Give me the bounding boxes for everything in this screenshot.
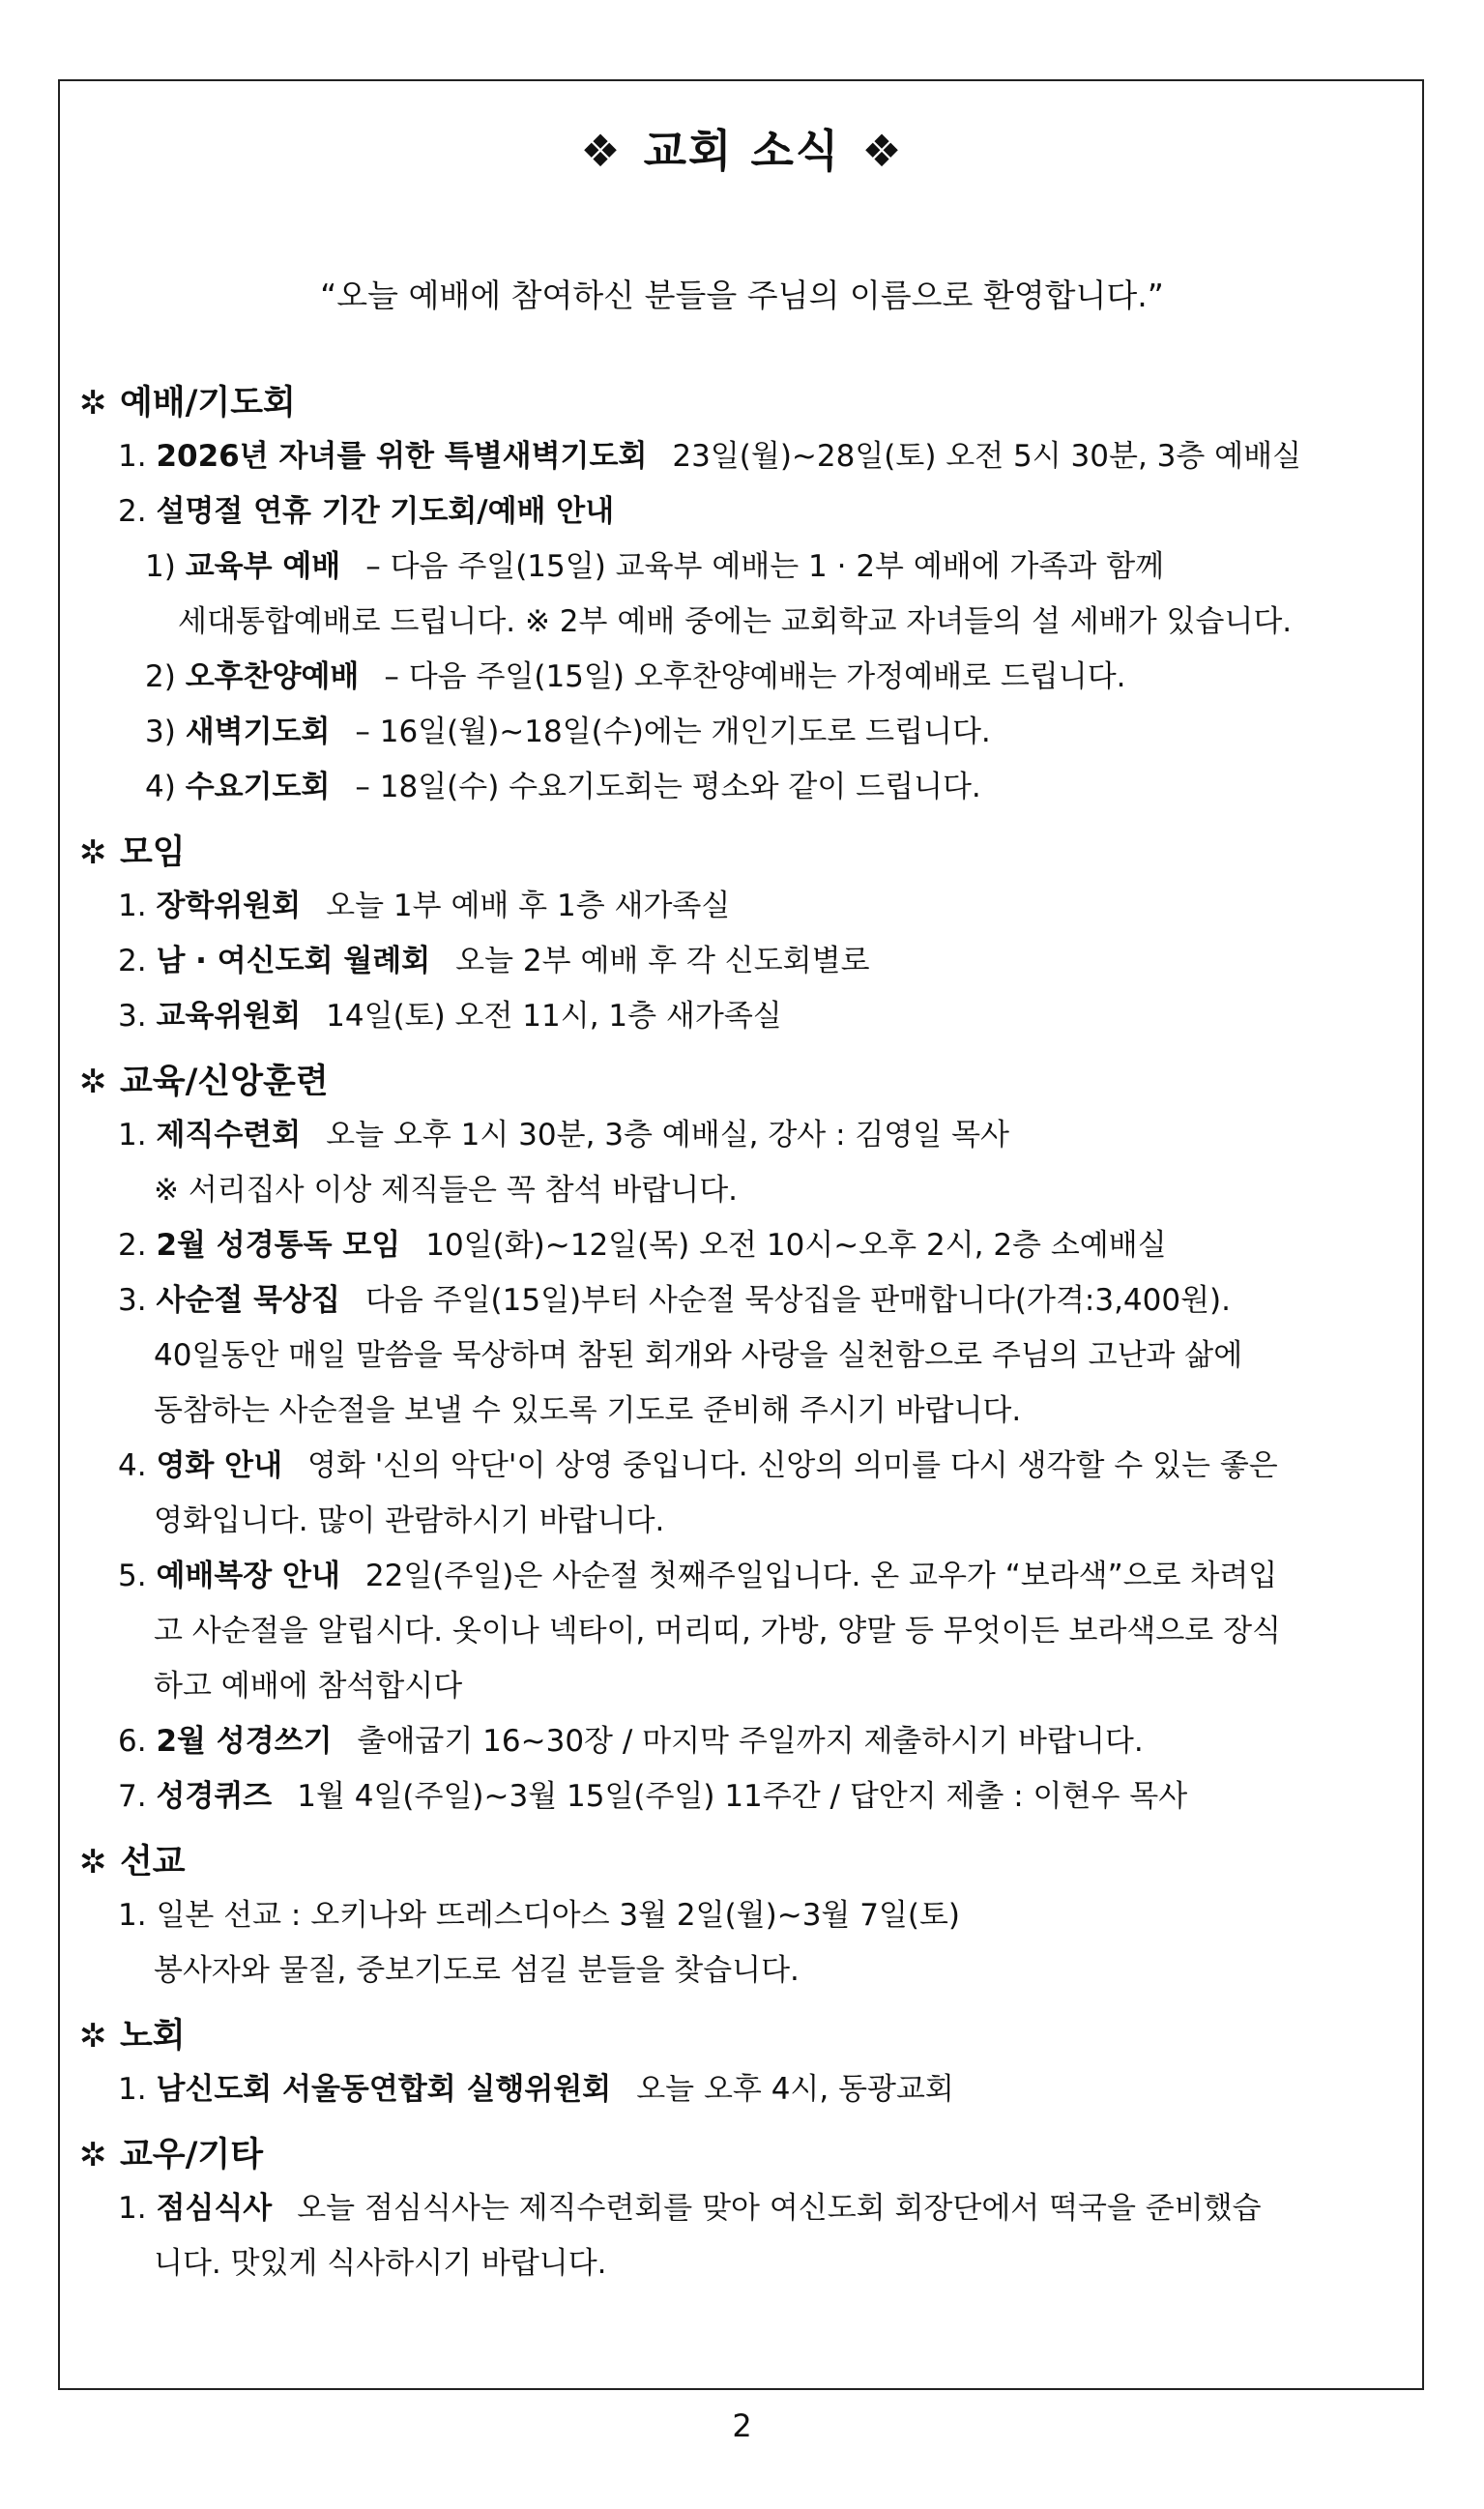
list-item-continuation: 영화입니다. 많이 관람하시기 바랍니다. — [154, 1503, 665, 1538]
title-text: 교회 소식 — [643, 125, 841, 177]
section-heading-education: ✲ 교육/신앙훈련 — [79, 1056, 1404, 1108]
list-item: 3) 새벽기도회 – 16일(월)~18일(수)에는 개인기도로 드립니다. — [145, 715, 991, 749]
section-heading-presbytery: ✲ 노회 — [79, 2010, 1404, 2062]
list-item: 7. 성경퀴즈 1월 4일(주일)~3월 15일(주일) 11주간 / 답안지 제출 : 이현우 목사 — [118, 1779, 1188, 1814]
list-item-continuation: ※ 서리집사 이상 제직들은 꼭 참석 바랍니다. — [154, 1173, 739, 1208]
page-title — [0, 116, 1484, 180]
star-bullet-icon: ✲ — [79, 1063, 107, 1101]
list-item-continuation: 동참하는 사순절을 보낼 수 있도록 기도로 준비해 주시기 바랍니다. — [154, 1393, 1022, 1428]
list-item: 1. 장학위원회 오늘 1부 예배 후 1층 새가족실 — [118, 889, 731, 923]
list-item: 5. 예배복장 안내 22일(주일)은 사순절 첫째주일입니다. 온 교우가 “보라색”으로 차려입 — [118, 1559, 1278, 1593]
welcome-message: “오늘 예배에 참여하신 분들을 주님의 이름으로 환영합니다.” — [320, 277, 1164, 314]
list-item: 2) 오후찬양예배 – 다음 주일(15일) 오후찬양예배는 가정예배로 드립니다. — [145, 659, 1126, 694]
section-heading-mission: ✲ 선교 — [79, 1836, 1404, 1888]
list-item-continuation: 40일동안 매일 말씀을 묵상하며 참된 회개와 사랑을 실천함으로 주님의 고난과 삶에 — [154, 1338, 1243, 1373]
list-item-continuation: 고 사순절을 알립시다. 옷이나 넥타이, 머리띠, 가방, 양말 등 무엇이든 보라색으로 장식 — [154, 1614, 1281, 1648]
section-heading-worship: ✲ 예배/기도회 — [79, 377, 1404, 429]
list-item: 2. 남 · 여신도회 월례회 오늘 2부 예배 후 각 신도회별로 — [118, 944, 870, 978]
list-item: 6. 2월 성경쓰기 출애굽기 16~30장 / 마지막 주일까지 제출하시기 바랍니다. — [118, 1724, 1144, 1759]
section-heading-meeting: ✲ 모임 — [79, 827, 1404, 879]
star-bullet-icon: ✲ — [79, 2017, 107, 2056]
list-item: 2. 설명절 연휴 기간 기도회/예배 안내 — [118, 494, 615, 529]
list-item-continuation: 니다. 맛있게 식사하시기 바랍니다. — [154, 2246, 607, 2281]
list-item: 1. 일본 선교 : 오키나와 뜨레스디아스 3월 2일(월)~3월 7일(토) — [118, 1898, 961, 1933]
list-item: 4) 수요기도회 – 18일(수) 수요기도회는 평소와 같이 드립니다. — [145, 770, 981, 804]
star-bullet-icon: ✲ — [79, 833, 107, 872]
section-heading-misc: ✲ 교우/기타 — [79, 2129, 1404, 2181]
diamond-ornament-icon: ❖ — [580, 125, 623, 177]
list-item: 1. 제직수련회 오늘 오후 1시 30분, 3층 예배실, 강사 : 김영일 목사 — [118, 1118, 1009, 1152]
list-item-continuation: 세대통합예배로 드립니다. ※ 2부 예배 중에는 교회학교 자녀들의 설 세배가 있습니다. — [178, 604, 1293, 639]
star-bullet-icon: ✲ — [79, 2136, 107, 2174]
news-content — [79, 377, 1404, 2291]
list-item: 1. 2026년 자녀를 위한 특별새벽기도회 23일(월)~28일(토) 오전 5시 30분, 3층 예배실 — [118, 439, 1302, 474]
list-item: 3. 교육위원회 14일(토) 오전 11시, 1층 새가족실 — [118, 999, 782, 1034]
list-item: 1) 교육부 예배 – 다음 주일(15일) 교육부 예배는 1 · 2부 예배에 가족과 함께 — [145, 549, 1165, 584]
list-item: 1. 점심식사 오늘 점심식사는 제직수련회를 맞아 여신도회 회장단에서 떡국을 준비했습 — [118, 2191, 1262, 2226]
list-item: 2. 2월 성경통독 모임 10일(화)~12일(목) 오전 10시~오후 2시, 2층 소예배실 — [118, 1228, 1167, 1263]
diamond-ornament-icon: ❖ — [861, 125, 904, 177]
list-item-continuation: 하고 예배에 참석합시다 — [154, 1669, 463, 1704]
list-item: 1. 남신도회 서울동연합회 실행위원회 오늘 오후 4시, 동광교회 — [118, 2072, 954, 2107]
page-number: 2 — [732, 2407, 752, 2444]
star-bullet-icon: ✲ — [79, 384, 107, 423]
list-item-continuation: 봉사자와 물질, 중보기도로 섬길 분들을 찾습니다. — [154, 1953, 800, 1988]
list-item: 4. 영화 안내 영화 '신의 악단'이 상영 중입니다. 신앙의 의미를 다시 생각할 수 있는 좋은 — [118, 1448, 1278, 1483]
star-bullet-icon: ✲ — [79, 1843, 107, 1882]
list-item: 3. 사순절 묵상집 다음 주일(15일)부터 사순절 묵상집을 판매합니다(가격:3,400원). — [118, 1283, 1232, 1318]
